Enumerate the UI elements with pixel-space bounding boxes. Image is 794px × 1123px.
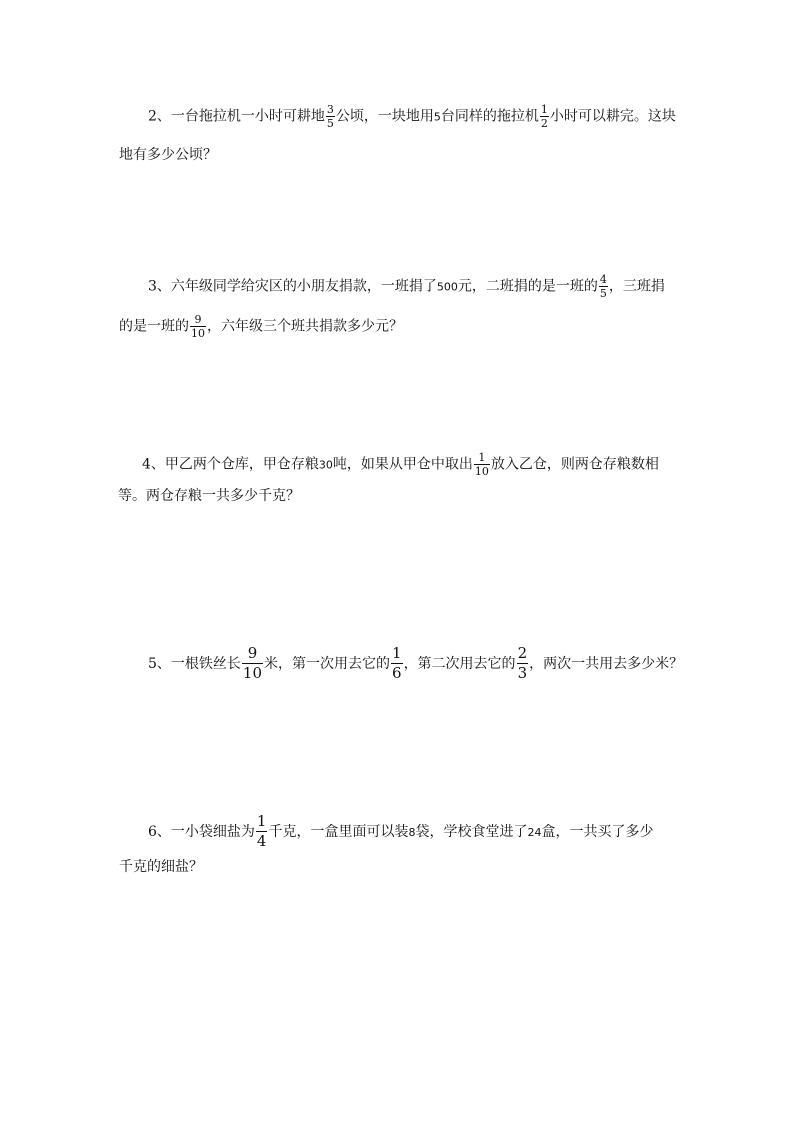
question-4-text-a: 4、甲乙两个仓库，甲仓存粮 (142, 456, 319, 473)
question-5-line-1 (148, 645, 683, 683)
question-5-text-d: ，两次一共用去多少米？ (529, 655, 684, 672)
question-4-text-b: 吨，如果从甲仓中取出 (332, 456, 473, 473)
number: 500 (436, 280, 458, 294)
question-6-text-d: 盒，一共买了多少 (541, 823, 654, 840)
fraction-numerator: 1 (256, 812, 267, 830)
question-4-line-1 (142, 452, 659, 477)
fraction-denominator: 3 (517, 664, 528, 683)
question-2-text-d: 小时可以耕完。这块 (549, 108, 676, 125)
question-5-text-a: 5、一根铁丝长 (148, 655, 241, 672)
question-6-text-a: 6、一小袋细盐为 (148, 823, 255, 840)
fraction-numerator: 9 (247, 644, 258, 662)
question-6-text-b: 千克，一盒里面可以装 (268, 823, 409, 840)
number: 24 (527, 825, 542, 839)
question-6-line-1 (148, 813, 653, 851)
fraction (256, 813, 268, 851)
fraction (242, 645, 263, 683)
fraction-numerator: 2 (517, 644, 528, 662)
fraction (599, 274, 608, 299)
fraction (540, 104, 549, 129)
question-3-text-e: ，六年级三个班共捐款多少元？ (207, 318, 403, 335)
fraction-numerator: 1 (478, 451, 486, 464)
question-6-text-c: 袋，学校食堂进了 (415, 823, 528, 840)
fraction (326, 104, 335, 129)
fraction-denominator: 10 (242, 664, 263, 683)
fraction (391, 645, 403, 683)
question-3-text-b: 元，二班捐的是一班的 (457, 278, 598, 295)
fraction-numerator: 1 (392, 644, 402, 662)
fraction-numerator: 3 (326, 103, 334, 116)
fraction-numerator: 9 (194, 313, 202, 326)
question-3-text-d: 的是一班的 (119, 318, 189, 335)
question-4-text-c: 放入乙仓，则两仓存粮数相 (490, 456, 659, 473)
fraction (517, 645, 529, 683)
fraction-denominator: 6 (392, 664, 402, 683)
question-2-line-1 (148, 104, 676, 129)
question-2-text-c: 台同样的拖拉机 (440, 108, 539, 125)
fraction-denominator: 2 (540, 117, 548, 130)
question-5-text-c: ，第二次用去它的 (403, 655, 516, 672)
number: 30 (318, 458, 333, 472)
fraction (474, 452, 490, 477)
fraction-numerator: 1 (540, 103, 548, 116)
question-3-text-a: 3、六年级同学给灾区的小朋友捐款，一班捐了 (148, 278, 437, 295)
fraction-denominator: 5 (599, 287, 607, 300)
question-3-line-2 (119, 314, 403, 339)
question-2-line-2: 地有多少公顷？ (119, 147, 217, 163)
question-5-text-b: 米，第一次用去它的 (264, 655, 391, 672)
fraction (190, 314, 206, 339)
question-3-line-1 (148, 274, 665, 299)
fraction-denominator: 10 (474, 465, 489, 478)
fraction-denominator: 4 (256, 832, 267, 851)
fraction-denominator: 10 (191, 327, 205, 340)
number: 5 (433, 110, 441, 124)
fraction-numerator: 4 (599, 273, 607, 286)
question-4-line-2: 等。两仓存粮一共多少千克？ (118, 488, 300, 504)
question-3-text-c: ，三班捐 (608, 278, 665, 295)
question-2-text-b: 公顷，一块地用 (335, 108, 434, 125)
question-6-line-2: 千克的细盐？ (119, 859, 203, 875)
number: 8 (408, 825, 416, 839)
fraction-denominator: 5 (326, 117, 334, 130)
question-2-text-a: 2、一台拖拉机一小时可耕地 (148, 108, 325, 125)
